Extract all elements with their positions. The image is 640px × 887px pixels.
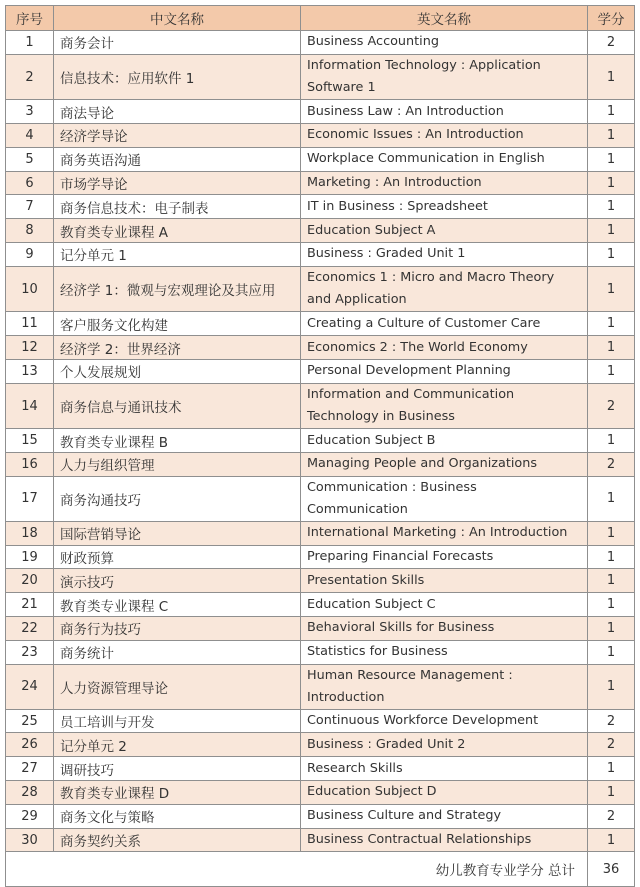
row-english-name: Continuous Workforce Development	[301, 709, 588, 733]
row-number: 26	[6, 733, 54, 757]
row-credits: 1	[588, 429, 635, 453]
row-number: 16	[6, 453, 54, 477]
row-number: 21	[6, 593, 54, 617]
row-credits: 1	[588, 593, 635, 617]
row-credits: 1	[588, 476, 635, 521]
row-english-name: Business : Graded Unit 1	[301, 243, 588, 267]
row-credits: 1	[588, 336, 635, 360]
row-english-name: IT in Business : Spreadsheet	[301, 195, 588, 219]
table-row	[6, 147, 635, 171]
row-number: 12	[6, 336, 54, 360]
row-credits: 1	[588, 124, 635, 148]
row-chinese-name: 经济学 1：微观与宏观理论及其应用	[54, 266, 301, 312]
table-row	[6, 733, 635, 757]
row-number: 29	[6, 804, 54, 828]
row-chinese-name: 经济学导论	[54, 124, 301, 148]
row-english-name: Business Contractual Relationships	[301, 828, 588, 852]
row-english-name: Managing People and Organizations	[301, 453, 588, 477]
row-english-name: Education Subject D	[301, 781, 588, 805]
row-credits: 2	[588, 709, 635, 733]
row-credits: 1	[588, 664, 635, 709]
row-number: 17	[6, 476, 54, 521]
row-credits: 1	[588, 147, 635, 171]
course-table-container	[5, 5, 634, 887]
row-chinese-name: 商务会计	[54, 31, 301, 55]
row-english-name: Information Technology : Application Software 1	[301, 54, 588, 100]
row-english-name: Communication : Business Communication	[301, 476, 588, 521]
table-row	[6, 828, 635, 852]
row-english-name: Education Subject B	[301, 429, 588, 453]
row-number: 9	[6, 243, 54, 267]
row-number: 6	[6, 171, 54, 195]
row-chinese-name: 调研技巧	[54, 757, 301, 781]
table-row	[6, 336, 635, 360]
row-english-name: Education Subject C	[301, 593, 588, 617]
header-chinese-name: 中文名称	[54, 6, 301, 31]
row-chinese-name: 演示技巧	[54, 569, 301, 593]
row-chinese-name: 财政预算	[54, 545, 301, 569]
row-chinese-name: 商务信息与通讯技术	[54, 383, 301, 429]
row-credits: 1	[588, 569, 635, 593]
row-number: 11	[6, 312, 54, 336]
table-row	[6, 757, 635, 781]
row-number: 13	[6, 359, 54, 383]
row-english-name: Behavioral Skills for Business	[301, 617, 588, 641]
table-row	[6, 453, 635, 477]
row-chinese-name: 商务统计	[54, 640, 301, 664]
row-chinese-name: 市场学导论	[54, 171, 301, 195]
row-credits: 1	[588, 100, 635, 124]
row-english-name: Economic Issues : An Introduction	[301, 124, 588, 148]
row-english-name: Presentation Skills	[301, 569, 588, 593]
row-number: 28	[6, 781, 54, 805]
row-english-name: Marketing : An Introduction	[301, 171, 588, 195]
row-number: 14	[6, 383, 54, 429]
table-row	[6, 171, 635, 195]
row-chinese-name: 商务英语沟通	[54, 147, 301, 171]
row-credits: 1	[588, 219, 635, 243]
row-english-name: Personal Development Planning	[301, 359, 588, 383]
row-chinese-name: 员工培训与开发	[54, 709, 301, 733]
table-row	[6, 383, 635, 429]
row-number: 1	[6, 31, 54, 55]
row-number: 10	[6, 266, 54, 312]
row-english-name: Business : Graded Unit 2	[301, 733, 588, 757]
row-english-name: Education Subject A	[301, 219, 588, 243]
row-english-name: Economics 1 : Micro and Macro Theory and Application	[301, 266, 588, 312]
row-english-name: Economics 2 : The World Economy	[301, 336, 588, 360]
row-number: 19	[6, 545, 54, 569]
row-chinese-name: 教育类专业课程 A	[54, 219, 301, 243]
row-credits: 2	[588, 31, 635, 55]
total-row	[6, 852, 635, 887]
table-row	[6, 359, 635, 383]
row-english-name: International Marketing : An Introduction	[301, 521, 588, 545]
row-credits: 1	[588, 54, 635, 100]
course-credits-table	[5, 5, 635, 887]
row-number: 30	[6, 828, 54, 852]
row-english-name: Business Culture and Strategy	[301, 804, 588, 828]
table-row	[6, 476, 635, 521]
row-number: 15	[6, 429, 54, 453]
row-chinese-name: 商务契约关系	[54, 828, 301, 852]
row-credits: 1	[588, 640, 635, 664]
row-chinese-name: 记分单元 1	[54, 243, 301, 267]
total-value: 36	[588, 852, 635, 887]
row-chinese-name: 商务行为技巧	[54, 617, 301, 641]
row-credits: 1	[588, 828, 635, 852]
table-row	[6, 664, 635, 709]
table-row	[6, 709, 635, 733]
row-english-name: Information and Communication Technology in Business	[301, 383, 588, 429]
row-chinese-name: 商务信息技术：电子制表	[54, 195, 301, 219]
row-credits: 1	[588, 757, 635, 781]
row-chinese-name: 经济学 2：世界经济	[54, 336, 301, 360]
table-row	[6, 640, 635, 664]
row-number: 25	[6, 709, 54, 733]
table-row	[6, 195, 635, 219]
table-row	[6, 804, 635, 828]
total-label: 幼儿教育专业学分 总计	[6, 852, 588, 887]
row-number: 24	[6, 664, 54, 709]
row-number: 20	[6, 569, 54, 593]
row-chinese-name: 信息技术：应用软件 1	[54, 54, 301, 100]
table-row	[6, 243, 635, 267]
row-credits: 1	[588, 266, 635, 312]
row-chinese-name: 商法导论	[54, 100, 301, 124]
row-chinese-name: 国际营销导论	[54, 521, 301, 545]
table-row	[6, 545, 635, 569]
row-english-name: Business Accounting	[301, 31, 588, 55]
row-credits: 2	[588, 733, 635, 757]
row-credits: 1	[588, 312, 635, 336]
row-chinese-name: 人力与组织管理	[54, 453, 301, 477]
table-row	[6, 521, 635, 545]
row-english-name: Preparing Financial Forecasts	[301, 545, 588, 569]
row-number: 22	[6, 617, 54, 641]
header-english-name: 英文名称	[301, 6, 588, 31]
row-english-name: Human Resource Management : Introduction	[301, 664, 588, 709]
row-credits: 2	[588, 804, 635, 828]
table-row	[6, 266, 635, 312]
row-number: 8	[6, 219, 54, 243]
row-english-name: Business Law : An Introduction	[301, 100, 588, 124]
row-number: 27	[6, 757, 54, 781]
row-english-name: Creating a Culture of Customer Care	[301, 312, 588, 336]
row-english-name: Research Skills	[301, 757, 588, 781]
table-row	[6, 100, 635, 124]
row-credits: 1	[588, 359, 635, 383]
row-number: 5	[6, 147, 54, 171]
row-chinese-name: 教育类专业课程 B	[54, 429, 301, 453]
row-chinese-name: 商务沟通技巧	[54, 476, 301, 521]
row-chinese-name: 个人发展规划	[54, 359, 301, 383]
row-number: 7	[6, 195, 54, 219]
table-row	[6, 31, 635, 55]
row-credits: 1	[588, 545, 635, 569]
row-credits: 1	[588, 243, 635, 267]
row-number: 18	[6, 521, 54, 545]
row-credits: 1	[588, 781, 635, 805]
header-no: 序号	[6, 6, 54, 31]
row-chinese-name: 教育类专业课程 D	[54, 781, 301, 805]
row-credits: 1	[588, 195, 635, 219]
row-english-name: Workplace Communication in English	[301, 147, 588, 171]
table-row	[6, 569, 635, 593]
row-english-name: Statistics for Business	[301, 640, 588, 664]
row-chinese-name: 商务文化与策略	[54, 804, 301, 828]
row-chinese-name: 记分单元 2	[54, 733, 301, 757]
table-header-row	[6, 6, 635, 31]
row-chinese-name: 教育类专业课程 C	[54, 593, 301, 617]
row-number: 4	[6, 124, 54, 148]
row-number: 2	[6, 54, 54, 100]
row-credits: 1	[588, 521, 635, 545]
row-number: 23	[6, 640, 54, 664]
table-row	[6, 54, 635, 100]
row-number: 3	[6, 100, 54, 124]
table-row	[6, 593, 635, 617]
row-credits: 2	[588, 383, 635, 429]
table-row	[6, 312, 635, 336]
row-credits: 1	[588, 171, 635, 195]
table-row	[6, 781, 635, 805]
row-chinese-name: 客户服务文化构建	[54, 312, 301, 336]
row-credits: 2	[588, 453, 635, 477]
table-row	[6, 617, 635, 641]
row-credits: 1	[588, 617, 635, 641]
table-row	[6, 429, 635, 453]
header-credits: 学分	[588, 6, 635, 31]
row-chinese-name: 人力资源管理导论	[54, 664, 301, 709]
table-row	[6, 219, 635, 243]
table-row	[6, 124, 635, 148]
